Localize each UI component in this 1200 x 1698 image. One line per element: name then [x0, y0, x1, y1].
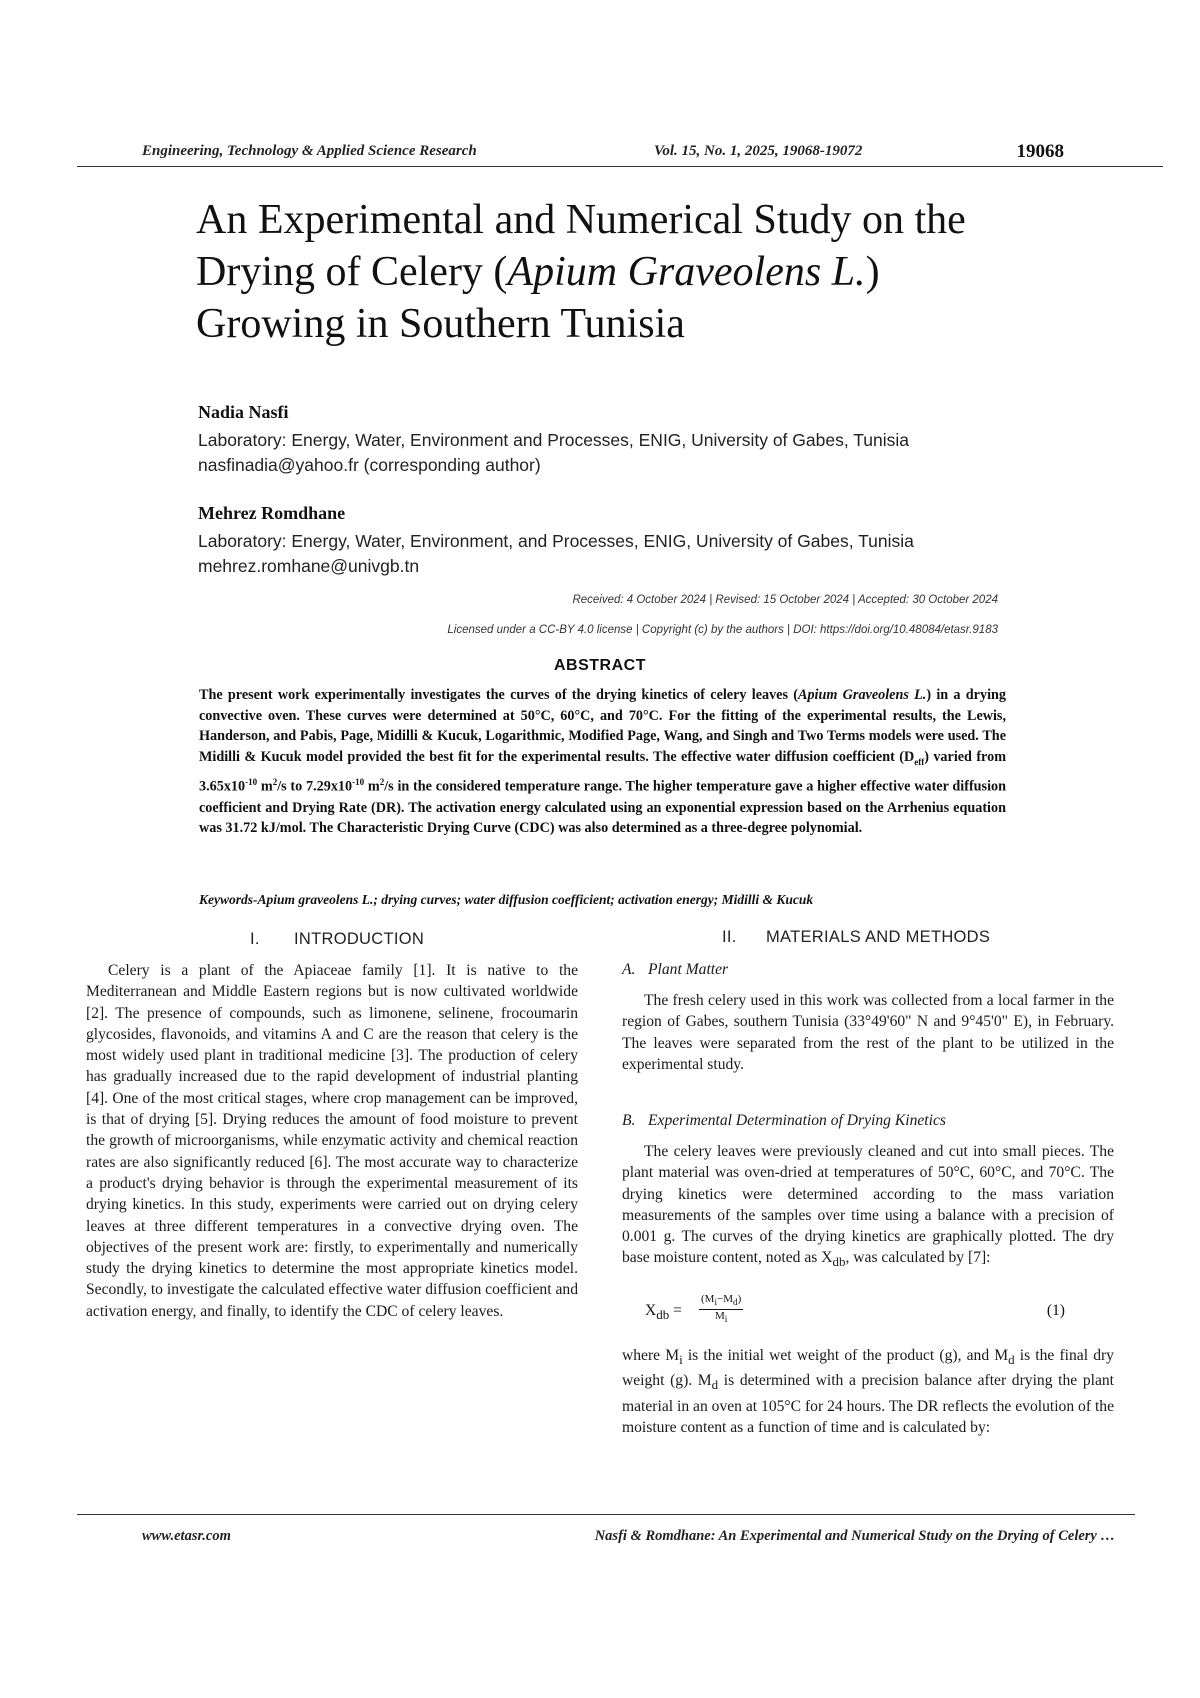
drying-kinetics-text: The celery leaves were previously cleaned and cut into small pieces. The plant material was oven-dried at temperatures of 50°C, 60°C, and 70°C. The drying kinetics were determined according to the mass variation measurements of the samples over time using a balance with a precision of 0.001 g. The curves of the drying kinetics are graphically plotted. The dry base moisture content, noted as $X_{db}$, was calculated by [7]:: [622, 1143, 1114, 1270]
article-dates: Received: 4 October 2024 | Revised: 15 October 2024 | Accepted: 30 October 2024: [572, 594, 998, 606]
title-species: Apium Graveolens L.: [507, 249, 866, 295]
after-equation-text: where $M_i$ is the initial wet weight of the product (g), and $M_d$ is the final dry weight (g). $M_d$ is determined with a precision balance after drying the plant material in an oven at 105°C for 24 hours. The DR reflects the evolution of the moisture content as a function of time and is calculated by:: [622, 1347, 1115, 1437]
abstract-heading: ABSTRACT: [554, 657, 646, 674]
footer-website[interactable]: www.etasr.com: [142, 1528, 231, 1544]
equation-fraction: $\frac{(M_i-M_d)}{M_i}$: [701, 1293, 742, 1325]
subsection-b-heading: B. Experimental Determination of Drying Kinetics: [622, 1112, 946, 1129]
keywords: Keywords-Apium graveolens L.; drying curves; water diffusion coefficient; activation energy; Midilli & Kucuk: [199, 892, 814, 907]
license-line[interactable]: Licensed under a CC-BY 4.0 license | Copyright (c) by the authors | DOI: https://doi.org/10.48084/etasr.9183: [447, 624, 998, 636]
equation-lhs: $X_{db}$ =: [645, 1302, 682, 1323]
plant-matter-text: The fresh celery used in this work was collected from a local farmer in the region of Gabes, southern Tunisia (33°49'60" N and 9°45'0" E), in February. The leaves were separated from the rest of the plant to be utilized in the experimental study.: [622, 992, 1114, 1073]
author-affiliation-2: Laboratory: Energy, Water, Environment, and Processes, ENIG, University of Gabes, Tunisia: [198, 531, 914, 551]
methods-heading: II. MATERIALS AND METHODS: [722, 928, 991, 946]
author-email-1[interactable]: nasfinadia@yahoo.fr (corresponding author): [198, 455, 541, 475]
abstract-text: The present work experimentally investigates the curves of the drying kinetics of celery leaves (Apium Graveolens L.) in a drying convective oven. These curves were determined at 50°C, 60°C, and 70°C. For the fitting of the experimental results, the Lewis, Handerson, and Pabis, Page, Midilli & Kucuk, Logarithmic, Modified Page, Wang, and Singh and Two Terms models were used. The Midilli & Kucuk model provided the best fit for the experimental results. The effective water diffusion coefficient $(D_{eff})$ varied from $3.65x10^{-10}$ $m^2/s$ to $7.29x10^{-10}$ $m^2/s$ in the considered temperature range. The higher temperature gave a higher effective water diffusion coefficient and Drying Rate (DR). The activation energy calculated using an exponential expression based on the Arrhenius equation was 31.72 kJ/mol. The Characteristic Drying Curve (CDC) was also determined as a three-degree polynomial.: [199, 687, 1007, 837]
page-number: 19068: [1016, 141, 1064, 162]
journal-name: Engineering, Technology & Applied Science Research: [142, 143, 477, 159]
title-line-1: An Experimental and Numerical Study on the: [196, 197, 966, 243]
header-rule: [77, 166, 1163, 167]
volume-info: Vol. 15, No. 1, 2025, 19068-19072: [654, 143, 863, 159]
subsection-a-heading: A. Plant Matter: [622, 961, 729, 978]
title-line-3: Growing in Southern Tunisia: [196, 301, 685, 347]
footer-running-title: Nasfi & Romdhane: An Experimental and Numerical Study on the Drying of Celery …: [594, 1528, 1115, 1544]
footer-rule: [77, 1514, 1135, 1515]
author-email-2[interactable]: mehrez.romhane@univgb.tn: [198, 556, 420, 576]
author-affiliation-1: Laboratory: Energy, Water, Environment and Processes, ENIG, University of Gabes, Tunisia: [198, 430, 910, 450]
intro-heading: I. INTRODUCTION: [250, 930, 425, 948]
author-name-2: Mehrez Romdhane: [198, 503, 346, 523]
paper-title: [196, 194, 1096, 350]
intro-text: Celery is a plant of the Apiaceae family [1]. It is native to the Mediterranean and Middle Eastern regions but is now cultivated worldwide [2]. The presence of compounds, such as limonene, selinene, frocoumarin glycosides, flavonoids, and vitamins A and C are the reason that celery is the most widely used plant in traditional medicine [3]. The production of celery has gradually increased due to the rapid development of industrial planting [4]. One of the most critical stages, where crop management can be improved, is that of drying [5]. Drying reduces the amount of food moisture to prevent the growth of microorganisms, while enzymatic activity and chemical reaction rates are also significantly reduced [6]. The most accurate way to characterize a product's drying behavior is through the experimental measurement of its drying kinetics. In this study, experiments were carried out on drying celery leaves at three different temperatures in a convective drying oven. The objectives of the present work are: firstly, to experimentally and numerically study the drying kinetics to determine the most appropriate kinetics model. Secondly, to investigate the calculated effective water diffusion coefficient and activation energy, and finally, to identify the CDC of celery leaves.: [86, 962, 578, 1320]
author-name-1: Nadia Nasfi: [198, 402, 289, 422]
title-line-2: Drying of Celery (Apium Graveolens L.): [196, 249, 880, 295]
equation-number: (1): [1046, 1302, 1065, 1319]
